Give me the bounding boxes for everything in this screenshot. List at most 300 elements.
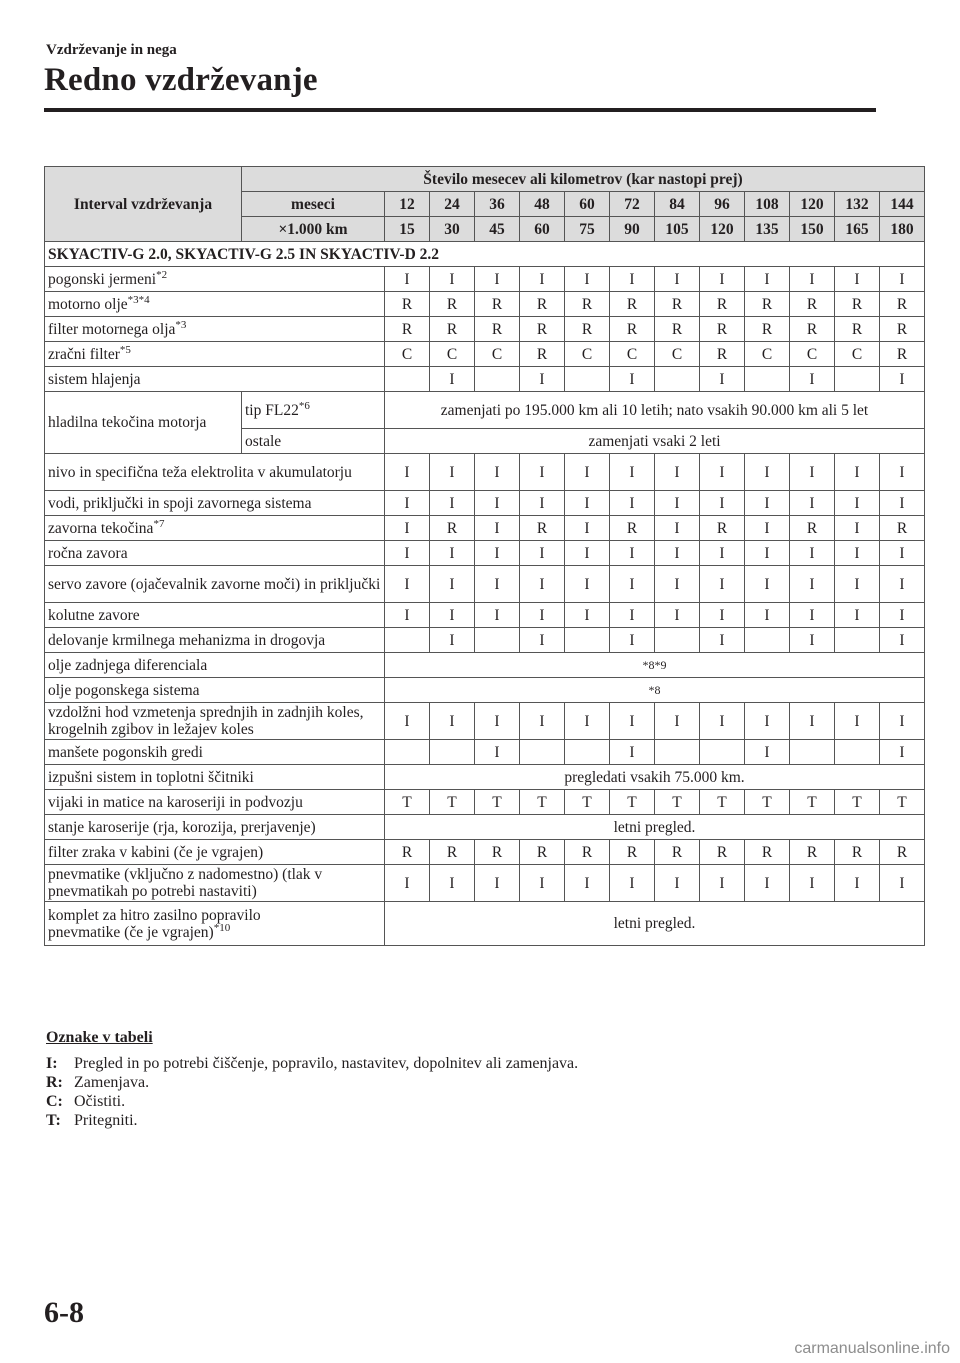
- interval-cell-text: I: [764, 270, 770, 288]
- exhaust-value: [385, 765, 925, 790]
- legend-list: [46, 1055, 578, 1131]
- interval-cell-text: R: [671, 320, 683, 338]
- table-row: [45, 454, 925, 491]
- interval-cell: [835, 292, 880, 317]
- interval-cell: [880, 454, 925, 491]
- interval-cell: [565, 865, 610, 902]
- interval-cell: [610, 790, 655, 815]
- interval-cell-text: I: [809, 544, 815, 562]
- interval-cell: [655, 628, 700, 653]
- interval-cell: [745, 603, 790, 628]
- interval-cell: [700, 342, 745, 367]
- interval-cell-text: T: [672, 793, 682, 811]
- interval-cell: [430, 703, 475, 740]
- table-row: [45, 317, 925, 342]
- interval-cell: [475, 342, 520, 367]
- interval-cell-text: R: [536, 519, 548, 537]
- interval-cell: [835, 740, 880, 765]
- item-label: [45, 865, 385, 902]
- interval-cell-text: I: [674, 606, 680, 624]
- interval-cell-text: T: [402, 793, 412, 811]
- legend-item: [46, 1093, 578, 1112]
- interval-cell-text: I: [809, 631, 815, 649]
- interval-cell: [700, 790, 745, 815]
- km-value: [430, 217, 475, 242]
- interval-cell: [430, 317, 475, 342]
- interval-cell-text: I: [539, 370, 545, 388]
- interval-cell-text: I: [899, 544, 905, 562]
- interval-cell: [700, 628, 745, 653]
- interval-cell: [430, 454, 475, 491]
- interval-cell: [565, 516, 610, 541]
- interval-cell: [835, 790, 880, 815]
- table-row: [45, 902, 925, 946]
- interval-cell: [655, 317, 700, 342]
- interval-cell: [880, 367, 925, 392]
- interval-cell: [835, 840, 880, 865]
- interval-cell: [835, 454, 880, 491]
- km-label: [242, 217, 385, 242]
- interval-cell-text: I: [719, 494, 725, 512]
- body-condition-label: [45, 815, 385, 840]
- interval-cell: [790, 342, 835, 367]
- legend-key: R:: [46, 1074, 63, 1091]
- interval-cell-text: I: [404, 463, 410, 481]
- interval-cell: [835, 342, 880, 367]
- months-value: [745, 192, 790, 217]
- months-value-text: 144: [890, 195, 914, 213]
- interval-cell-text: I: [584, 606, 590, 624]
- interval-cell-text: I: [404, 606, 410, 624]
- interval-cell: [610, 840, 655, 865]
- interval-cell: [565, 628, 610, 653]
- table-row: [45, 292, 925, 317]
- interval-cell-text: R: [806, 843, 818, 861]
- item-label-text: manšete pogonskih gredi: [48, 743, 203, 761]
- interval-cell-text: I: [629, 370, 635, 388]
- interval-cell-text: C: [761, 345, 773, 363]
- interval-cell: [745, 342, 790, 367]
- item-label-text: pogonski jermeni: [48, 270, 157, 288]
- interval-cell: [610, 703, 655, 740]
- interval-cell-text: R: [626, 295, 638, 313]
- km-value-text: 120: [710, 220, 734, 238]
- interval-cell: [385, 367, 430, 392]
- interval-cell-text: R: [806, 295, 818, 313]
- months-value: [475, 192, 520, 217]
- legend-text: Pregled in po potrebi čiščenje, popravilo, nastavitev, dopolnitev ali zamenjava.: [74, 1055, 579, 1072]
- interval-cell: [790, 454, 835, 491]
- interval-cell: [430, 516, 475, 541]
- interval-cell-text: R: [761, 843, 773, 861]
- legend-item: [46, 1055, 578, 1074]
- interval-cell: [700, 703, 745, 740]
- interval-cell: [880, 840, 925, 865]
- legend-text: Pritegniti.: [74, 1112, 138, 1129]
- interval-cell-text: T: [582, 793, 592, 811]
- months-value: [790, 192, 835, 217]
- interval-cell: [790, 865, 835, 902]
- interval-cell-text: C: [626, 345, 638, 363]
- interval-cell: [565, 267, 610, 292]
- interval-cell: [475, 790, 520, 815]
- table-row: [45, 342, 925, 367]
- interval-cell-text: C: [806, 345, 818, 363]
- interval-cell-text: I: [494, 575, 500, 593]
- interval-cell: [475, 267, 520, 292]
- months-value: [835, 192, 880, 217]
- months-value: [520, 192, 565, 217]
- interval-cell: [745, 541, 790, 566]
- interval-cell: [430, 628, 475, 653]
- interval-cell: [520, 865, 565, 902]
- interval-cell-text: T: [627, 793, 637, 811]
- interval-cell: [520, 566, 565, 603]
- interval-cell: [610, 541, 655, 566]
- item-label: [45, 491, 385, 516]
- interval-cell: [475, 317, 520, 342]
- months-label: [242, 192, 385, 217]
- interval-cell: [880, 317, 925, 342]
- interval-cell: [520, 292, 565, 317]
- interval-cell: [655, 740, 700, 765]
- interval-cell: [745, 865, 790, 902]
- interval-cell: [520, 454, 565, 491]
- interval-cell: [880, 628, 925, 653]
- interval-cell-text: C: [581, 345, 593, 363]
- interval-cell-text: C: [491, 345, 503, 363]
- interval-cell: [790, 790, 835, 815]
- interval-cell-text: I: [584, 494, 590, 512]
- interval-cell-text: I: [854, 544, 860, 562]
- engine-section: [45, 242, 925, 267]
- interval-cell: [385, 267, 430, 292]
- interval-cell: [835, 516, 880, 541]
- interval-cell-text: C: [671, 345, 683, 363]
- interval-cell-text: R: [896, 295, 908, 313]
- interval-cell: [880, 342, 925, 367]
- interval-cell-text: I: [854, 606, 860, 624]
- maintenance-schedule-table: [44, 166, 925, 946]
- interval-cell: [880, 703, 925, 740]
- coolant-fl22-value: [385, 392, 925, 429]
- km-value: [790, 217, 835, 242]
- interval-cell-text: I: [539, 631, 545, 649]
- interval-cell: [385, 840, 430, 865]
- interval-cell-text: I: [539, 575, 545, 593]
- interval-cell: [610, 516, 655, 541]
- item-label-text: nivo in specifična teža elektrolita v akumulatorju: [48, 463, 352, 481]
- interval-cell: [565, 790, 610, 815]
- interval-cell: [700, 317, 745, 342]
- interval-cell-text: I: [449, 874, 455, 892]
- interval-cell-text: I: [764, 494, 770, 512]
- interval-cell-text: I: [629, 874, 635, 892]
- months-value-text: 132: [845, 195, 869, 213]
- interval-cell-text: I: [899, 463, 905, 481]
- item-label: [45, 317, 385, 342]
- item-label-text: motorno olje: [48, 295, 128, 313]
- item-label-text: sistem hlajenja: [48, 370, 141, 388]
- interval-cell-text: I: [584, 463, 590, 481]
- exhaust-label: [45, 765, 385, 790]
- interval-cell-text: I: [854, 712, 860, 730]
- section-label: Vzdrževanje in nega: [46, 42, 177, 58]
- interval-cell-text: I: [899, 631, 905, 649]
- interval-cell-text: I: [404, 270, 410, 288]
- item-label: [45, 541, 385, 566]
- table-row: [45, 815, 925, 840]
- interval-cell-text: R: [716, 519, 728, 537]
- interval-cell-text: I: [449, 631, 455, 649]
- interval-cell: [610, 367, 655, 392]
- km-value: [475, 217, 520, 242]
- interval-cell-text: I: [809, 494, 815, 512]
- interval-cell: [745, 628, 790, 653]
- coolant-other-label: [242, 429, 385, 454]
- interval-cell: [880, 790, 925, 815]
- interval-cell-text: C: [851, 345, 863, 363]
- interval-cell-text: I: [674, 463, 680, 481]
- interval-cell-text: R: [896, 843, 908, 861]
- interval-cell-text: R: [536, 295, 548, 313]
- coolant-other-label-text: ostale: [245, 432, 282, 450]
- interval-cell: [430, 790, 475, 815]
- interval-cell-text: I: [809, 606, 815, 624]
- interval-header: [45, 167, 242, 242]
- interval-cell: [430, 840, 475, 865]
- interval-cell: [475, 628, 520, 653]
- interval-cell-text: I: [449, 606, 455, 624]
- interval-cell: [520, 703, 565, 740]
- interval-cell-text: I: [449, 463, 455, 481]
- interval-cell-text: I: [494, 743, 500, 761]
- interval-cell: [655, 603, 700, 628]
- interval-cell: [610, 292, 655, 317]
- interval-cell-text: I: [449, 712, 455, 730]
- item-label: [45, 840, 385, 865]
- interval-cell: [655, 541, 700, 566]
- interval-cell-text: I: [719, 606, 725, 624]
- interval-cell: [790, 840, 835, 865]
- interval-cell-text: T: [492, 793, 502, 811]
- interval-cell: [610, 342, 655, 367]
- interval-cell-text: I: [449, 270, 455, 288]
- interval-cell: [880, 865, 925, 902]
- interval-cell-text: R: [851, 295, 863, 313]
- interval-cell: [475, 454, 520, 491]
- interval-cell: [520, 516, 565, 541]
- interval-cell-text: I: [539, 270, 545, 288]
- interval-cell-text: T: [852, 793, 862, 811]
- interval-cell-text: R: [491, 843, 503, 861]
- rear-diff-value-text: *8*9: [642, 657, 667, 672]
- interval-cell: [430, 566, 475, 603]
- interval-cell-text: I: [404, 712, 410, 730]
- item-label-text: zavorna tekočina: [48, 519, 154, 537]
- interval-cell-text: I: [404, 494, 410, 512]
- table-row: [45, 392, 925, 429]
- interval-cell-text: I: [584, 544, 590, 562]
- item-label-text: filter zraka v kabini (če je vgrajen): [48, 843, 264, 861]
- months-value-text: 12: [399, 195, 415, 213]
- interval-cell-text: I: [854, 270, 860, 288]
- item-label-text: vzdolžni hod vzmetenja sprednjih in zadnjih koles, krogelnih zgibov in ležajev koles: [48, 704, 364, 738]
- interval-cell: [520, 267, 565, 292]
- interval-cell: [880, 516, 925, 541]
- transfer-oil-value-text: *8: [648, 682, 661, 697]
- table-row: [45, 566, 925, 603]
- interval-cell-text: I: [764, 575, 770, 593]
- km-label-text: ×1.000 km: [278, 220, 348, 238]
- interval-cell: [655, 342, 700, 367]
- interval-cell: [475, 865, 520, 902]
- interval-cell: [565, 292, 610, 317]
- interval-cell: [475, 367, 520, 392]
- interval-cell: [520, 740, 565, 765]
- km-value-text: 75: [579, 220, 595, 238]
- interval-cell: [835, 603, 880, 628]
- legend-item: [46, 1112, 578, 1131]
- interval-cell: [880, 267, 925, 292]
- months-value: [565, 192, 610, 217]
- interval-cell-text: T: [807, 793, 817, 811]
- interval-cell: [610, 454, 655, 491]
- interval-cell: [700, 367, 745, 392]
- interval-cell: [790, 267, 835, 292]
- item-label-text: vodi, priključki in spoji zavornega sistema: [48, 494, 312, 512]
- interval-cell: [385, 541, 430, 566]
- interval-cell: [520, 628, 565, 653]
- km-value: [610, 217, 655, 242]
- km-value-text: 60: [534, 220, 550, 238]
- interval-cell: [790, 516, 835, 541]
- interval-cell: [745, 367, 790, 392]
- repair-kit-label-text: komplet za hitro zasilno popravilo: [48, 906, 261, 924]
- interval-cell-text: R: [536, 345, 548, 363]
- interval-cell: [430, 267, 475, 292]
- interval-cell-text: I: [539, 606, 545, 624]
- interval-cell: [700, 267, 745, 292]
- interval-cell-text: R: [626, 843, 638, 861]
- interval-cell-text: I: [494, 463, 500, 481]
- interval-cell: [790, 603, 835, 628]
- item-label-text: delovanje krmilnega mehanizma in drogovja: [48, 631, 326, 649]
- interval-cell: [655, 454, 700, 491]
- interval-cell-text: I: [899, 743, 905, 761]
- interval-cell: [610, 865, 655, 902]
- interval-cell: [385, 865, 430, 902]
- interval-cell-text: I: [719, 544, 725, 562]
- months-value: [385, 192, 430, 217]
- interval-cell: [430, 740, 475, 765]
- item-label: [45, 454, 385, 491]
- interval-cell-text: I: [674, 270, 680, 288]
- interval-cell-text: C: [446, 345, 458, 363]
- interval-cell-text: R: [401, 320, 413, 338]
- repair-kit-value: [385, 902, 925, 946]
- interval-cell: [385, 703, 430, 740]
- months-value-text: 72: [624, 195, 640, 213]
- interval-cell: [565, 703, 610, 740]
- interval-cell: [790, 491, 835, 516]
- interval-cell: [880, 603, 925, 628]
- transfer-oil-label-text: olje pogonskega sistema: [48, 681, 200, 699]
- table-row: [45, 367, 925, 392]
- months-value: [430, 192, 475, 217]
- interval-cell-text: I: [719, 712, 725, 730]
- interval-cell: [565, 491, 610, 516]
- months-value: [700, 192, 745, 217]
- interval-cell: [475, 292, 520, 317]
- interval-cell: [745, 292, 790, 317]
- interval-cell-text: I: [809, 270, 815, 288]
- table-row: [45, 491, 925, 516]
- interval-cell: [565, 603, 610, 628]
- km-value: [520, 217, 565, 242]
- interval-cell-text: I: [629, 743, 635, 761]
- km-value-text: 15: [399, 220, 415, 238]
- interval-cell-text: R: [581, 295, 593, 313]
- months-value-text: 48: [534, 195, 550, 213]
- interval-cell-text: I: [539, 494, 545, 512]
- interval-cell-text: I: [899, 712, 905, 730]
- interval-cell-text: I: [899, 370, 905, 388]
- coolant-fl22-value-text: zamenjati po 195.000 km ali 10 letih; nato vsakih 90.000 km ali 5 let: [440, 401, 869, 419]
- months-label-text: meseci: [291, 195, 335, 213]
- interval-cell: [700, 865, 745, 902]
- legend-key: T:: [46, 1112, 61, 1129]
- interval-cell: [700, 603, 745, 628]
- interval-cell: [700, 541, 745, 566]
- span-header-text: Število mesecev ali kilometrov (kar nastopi prej): [423, 170, 743, 188]
- interval-cell-text: I: [404, 874, 410, 892]
- interval-cell-text: I: [449, 544, 455, 562]
- interval-cell: [745, 454, 790, 491]
- interval-cell: [835, 566, 880, 603]
- interval-cell: [700, 840, 745, 865]
- interval-cell: [385, 790, 430, 815]
- item-label: [45, 628, 385, 653]
- months-value-text: 36: [489, 195, 505, 213]
- interval-cell: [565, 840, 610, 865]
- interval-cell-text: T: [897, 793, 907, 811]
- coolant-fl22-label-text: tip FL22: [245, 401, 299, 419]
- interval-cell-text: R: [446, 320, 458, 338]
- interval-cell-text: I: [854, 519, 860, 537]
- months-value-text: 84: [669, 195, 685, 213]
- interval-cell-text: R: [581, 843, 593, 861]
- interval-cell-text: I: [809, 463, 815, 481]
- interval-cell-text: I: [629, 712, 635, 730]
- interval-cell-text: I: [539, 874, 545, 892]
- interval-cell-text: R: [896, 519, 908, 537]
- interval-cell-text: I: [584, 712, 590, 730]
- interval-cell-text: I: [809, 712, 815, 730]
- interval-cell-text: I: [899, 575, 905, 593]
- interval-cell-text: I: [764, 874, 770, 892]
- interval-cell-text: R: [626, 519, 638, 537]
- km-value: [745, 217, 790, 242]
- interval-cell-text: I: [854, 874, 860, 892]
- interval-cell-text: R: [806, 519, 818, 537]
- interval-cell-text: R: [401, 295, 413, 313]
- repair-kit-value-text: letni pregled.: [613, 915, 696, 932]
- item-label-text: ročna zavora: [48, 544, 128, 562]
- interval-cell-text: R: [446, 843, 458, 861]
- interval-cell: [385, 516, 430, 541]
- footnote-ref: *5: [119, 343, 131, 356]
